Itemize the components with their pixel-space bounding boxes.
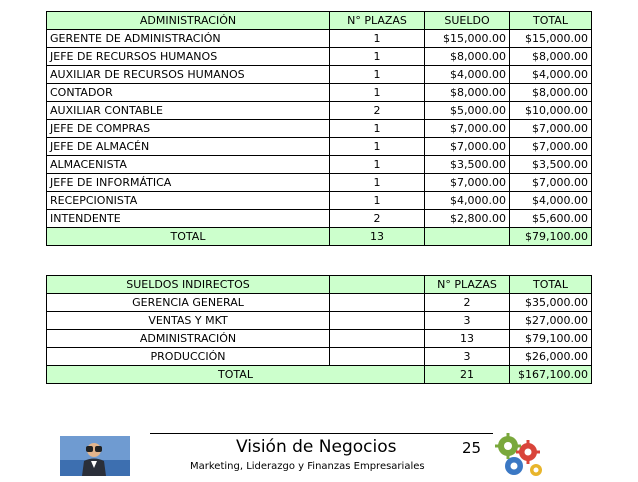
plazas-cell: 1 [330, 30, 425, 48]
plazas-cell: 2 [330, 210, 425, 228]
puesto-cell: JEFE DE INFORMÁTICA [47, 174, 330, 192]
header-cell [330, 276, 425, 294]
area-cell: ADMINISTRACIÓN [47, 330, 330, 348]
page-number: 25 [462, 439, 482, 457]
plazas-cell: 13 [425, 330, 510, 348]
table-row [47, 48, 592, 66]
puesto-cell: JEFE DE RECURSOS HUMANOS [47, 48, 330, 66]
sueldo-cell: $3,500.00 [425, 156, 510, 174]
sueldo-cell: $2,800.00 [425, 210, 510, 228]
total-plazas: 13 [330, 228, 425, 246]
gears-icon [490, 432, 550, 478]
table-row [47, 102, 592, 120]
table-row [47, 312, 592, 330]
area-cell: VENTAS Y MKT [47, 312, 330, 330]
area-cell: PRODUCCIÓN [47, 348, 330, 366]
plazas-cell: 1 [330, 138, 425, 156]
plazas-cell: 1 [330, 192, 425, 210]
table-row [47, 330, 592, 348]
footer-subtitle: Marketing, Liderazgo y Finanzas Empresariales [190, 461, 425, 472]
table-row [47, 138, 592, 156]
businessman-binoculars-icon [60, 436, 130, 476]
total-sueldo [425, 228, 510, 246]
table-header-row [47, 12, 592, 30]
empty-cell [330, 348, 425, 366]
total-label: TOTAL [47, 228, 330, 246]
total-cell: $27,000.00 [510, 312, 592, 330]
plazas-cell: 1 [330, 120, 425, 138]
total-cell: $35,000.00 [510, 294, 592, 312]
table-row [47, 294, 592, 312]
empty-cell [330, 330, 425, 348]
plazas-cell: 1 [330, 156, 425, 174]
table-row [47, 210, 592, 228]
table-row [47, 192, 592, 210]
total-cell: $4,000.00 [510, 192, 592, 210]
total-cell: $8,000.00 [510, 84, 592, 102]
table-header-row [47, 276, 592, 294]
table-row [47, 30, 592, 48]
area-cell: GERENCIA GENERAL [47, 294, 330, 312]
plazas-cell: 3 [425, 312, 510, 330]
total-plazas: 21 [425, 366, 510, 384]
sueldo-cell: $7,000.00 [425, 174, 510, 192]
header-cell: N° PLAZAS [425, 276, 510, 294]
puesto-cell: INTENDENTE [47, 210, 330, 228]
puesto-cell: JEFE DE COMPRAS [47, 120, 330, 138]
total-cell: $4,000.00 [510, 66, 592, 84]
total-row [47, 366, 592, 384]
total-cell: $7,000.00 [510, 174, 592, 192]
sueldos-indirectos-table [46, 275, 592, 384]
total-cell: $7,000.00 [510, 138, 592, 156]
table-row [47, 348, 592, 366]
plazas-cell: 2 [425, 294, 510, 312]
plazas-cell: 3 [425, 348, 510, 366]
puesto-cell: AUXILIAR CONTABLE [47, 102, 330, 120]
footer-title: Visión de Negocios [236, 437, 397, 457]
sueldo-cell: $5,000.00 [425, 102, 510, 120]
total-amount: $79,100.00 [510, 228, 592, 246]
sueldo-cell: $7,000.00 [425, 138, 510, 156]
administracion-table [46, 11, 592, 246]
puesto-cell: RECEPCIONISTA [47, 192, 330, 210]
total-cell: $8,000.00 [510, 48, 592, 66]
header-cell: N° PLAZAS [330, 12, 425, 30]
plazas-cell: 1 [330, 66, 425, 84]
puesto-cell: JEFE DE ALMACÉN [47, 138, 330, 156]
puesto-cell: GERENTE DE ADMINISTRACIÓN [47, 30, 330, 48]
header-cell: SUELDOS INDIRECTOS [47, 276, 330, 294]
plazas-cell: 1 [330, 174, 425, 192]
plazas-cell: 1 [330, 48, 425, 66]
table-row [47, 174, 592, 192]
sueldo-cell: $4,000.00 [425, 192, 510, 210]
puesto-cell: CONTADOR [47, 84, 330, 102]
empty-cell [330, 312, 425, 330]
sueldo-cell: $8,000.00 [425, 48, 510, 66]
total-row [47, 228, 592, 246]
total-label: TOTAL [47, 366, 425, 384]
table-row [47, 156, 592, 174]
puesto-cell: AUXILIAR DE RECURSOS HUMANOS [47, 66, 330, 84]
sueldo-cell: $7,000.00 [425, 120, 510, 138]
total-cell: $3,500.00 [510, 156, 592, 174]
total-cell: $7,000.00 [510, 120, 592, 138]
plazas-cell: 1 [330, 84, 425, 102]
total-amount: $167,100.00 [510, 366, 592, 384]
header-cell: SUELDO [425, 12, 510, 30]
table-row [47, 120, 592, 138]
total-cell: $5,600.00 [510, 210, 592, 228]
footer-divider [150, 433, 493, 434]
total-cell: $79,100.00 [510, 330, 592, 348]
plazas-cell: 2 [330, 102, 425, 120]
empty-cell [330, 294, 425, 312]
table-row [47, 84, 592, 102]
total-cell: $10,000.00 [510, 102, 592, 120]
puesto-cell: ALMACENISTA [47, 156, 330, 174]
table-row [47, 66, 592, 84]
header-cell: TOTAL [510, 12, 592, 30]
total-cell: $15,000.00 [510, 30, 592, 48]
sueldo-cell: $8,000.00 [425, 84, 510, 102]
total-cell: $26,000.00 [510, 348, 592, 366]
header-cell: ADMINISTRACIÓN [47, 12, 330, 30]
sueldo-cell: $15,000.00 [425, 30, 510, 48]
sueldo-cell: $4,000.00 [425, 66, 510, 84]
header-cell: TOTAL [510, 276, 592, 294]
